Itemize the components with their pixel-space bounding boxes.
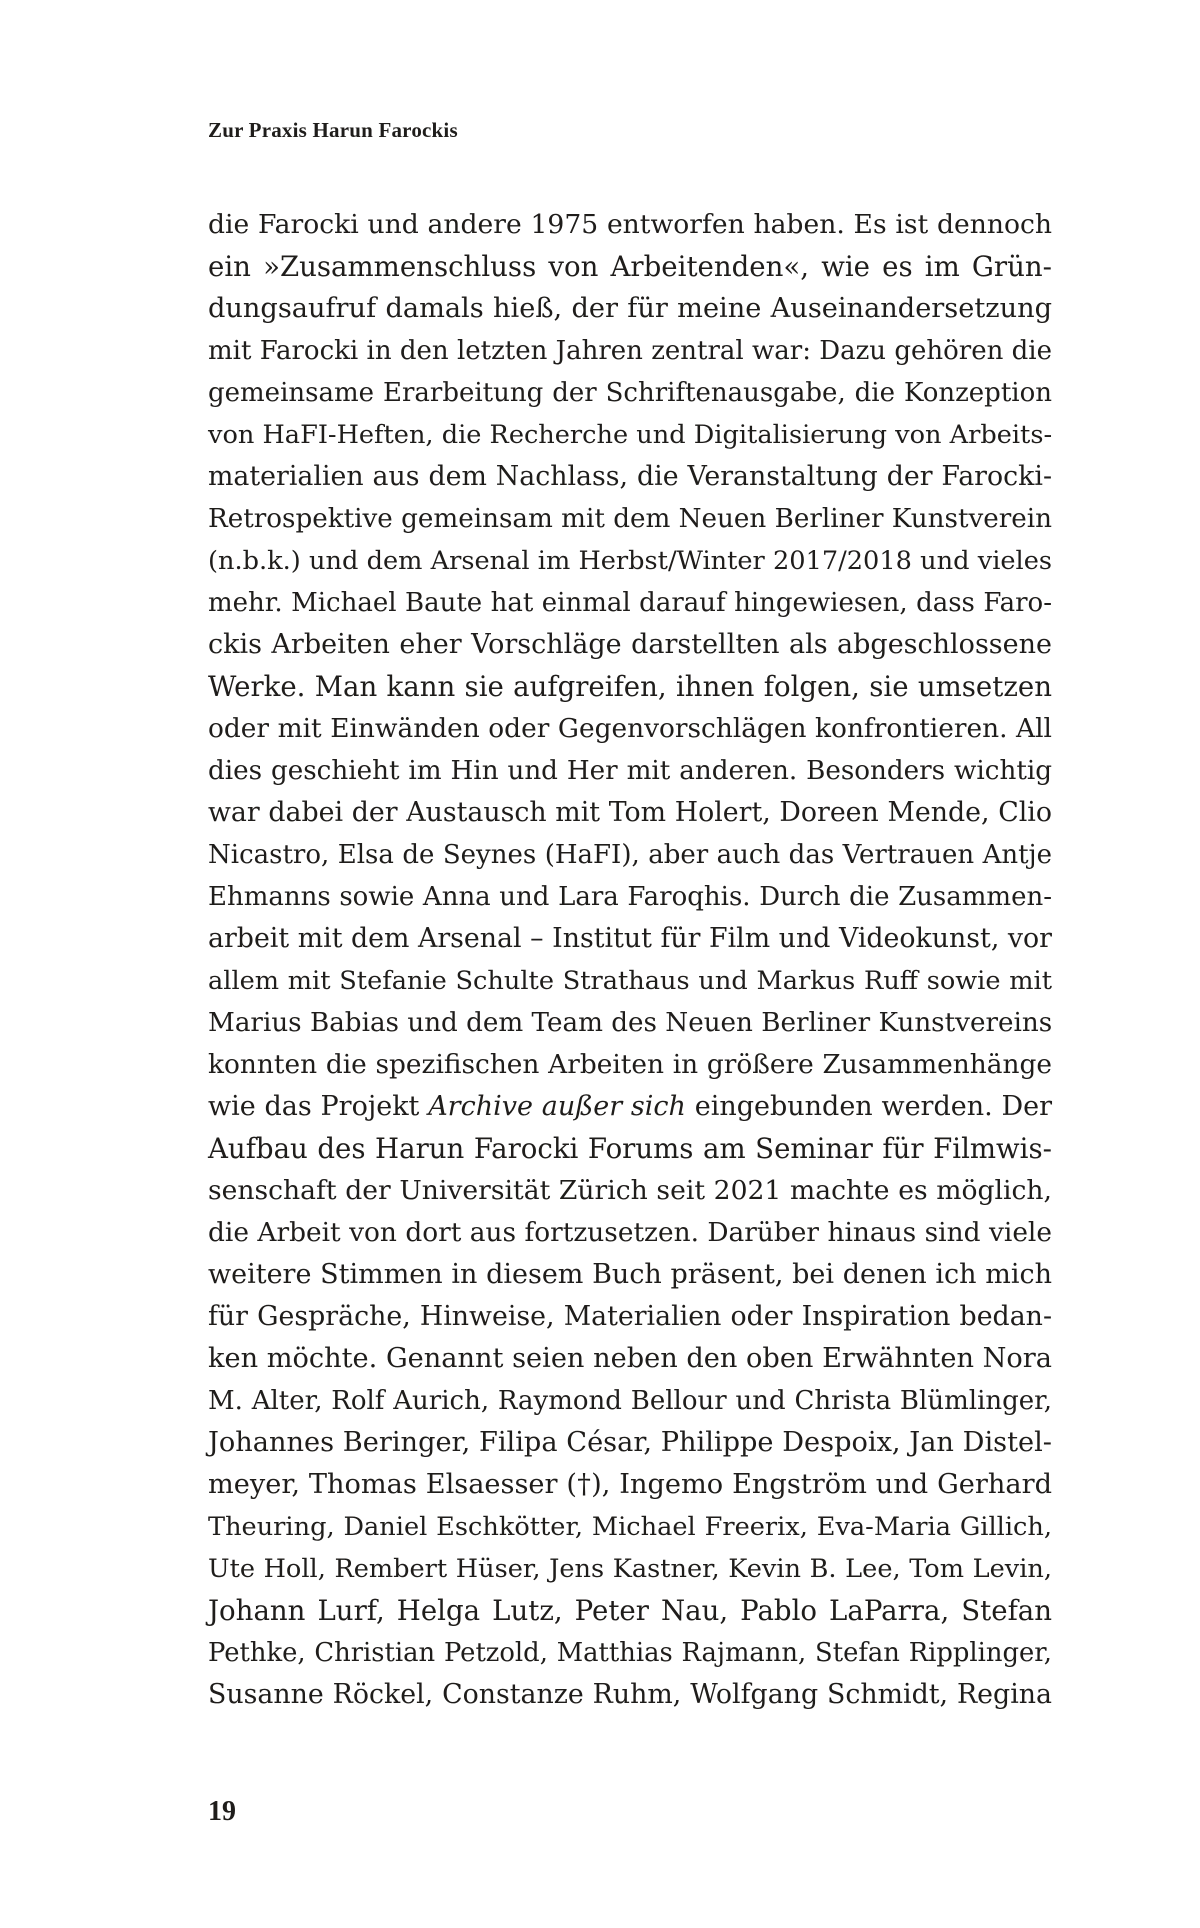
text-run: Werke. Man kann sie aufgreifen, ihnen folgen, sie umsetzen: [208, 670, 1052, 703]
text-line: [208, 918, 1052, 960]
text-line: [208, 1506, 1052, 1548]
text-run: Ute Holl, Rembert Hüser, Jens Kastner, Kevin B. Lee, Tom Levin,: [208, 1554, 1052, 1584]
text-run: Nicastro, Elsa de Seynes (HaFI), aber auch das Vertrauen Antje: [208, 840, 1052, 870]
text-line: [208, 1296, 1052, 1338]
text-run: Ehmanns sowie Anna und Lara Faroqhis. Durch die Zusammen-: [208, 882, 1052, 912]
text-line: [208, 1212, 1052, 1254]
text-run: senschaft der Universität Zürich seit 2021 machte es möglich,: [208, 1175, 1052, 1206]
text-line: [208, 1128, 1052, 1170]
text-run: (n.b.k.) und dem Arsenal im Herbst/Winter 2017/2018 und vieles: [208, 546, 1052, 576]
text-run: materialien aus dem Nachlass, die Veranstaltung der Farocki-: [208, 461, 1052, 492]
text-line: [208, 456, 1052, 498]
text-line: [208, 1086, 1052, 1128]
text-run: allem mit Stefanie Schulte Strathaus und Markus Ruff sowie mit: [208, 966, 1052, 996]
text-line: [208, 750, 1052, 792]
text-run: konnten die spezifischen Arbeiten in größere Zusammenhänge: [208, 1049, 1052, 1080]
text-run: eingebunden werden. Der: [685, 1091, 1053, 1122]
text-line: [208, 624, 1052, 666]
text-run: ein »Zusammenschluss von Arbeitenden«, wie es im Grün-: [208, 250, 1052, 283]
text-run: arbeit mit dem Arsenal – Institut für Film und Videokunst, vor: [208, 923, 1052, 954]
text-line: [208, 666, 1052, 708]
text-line: [208, 582, 1052, 624]
text-line: [208, 960, 1052, 1002]
text-line: [208, 834, 1052, 876]
text-run: Johannes Beringer, Filipa César, Philippe Despoix, Jan Distel-: [208, 1427, 1052, 1458]
text-run: Theuring, Daniel Eschkötter, Michael Freerix, Eva-Maria Gillich,: [208, 1512, 1052, 1542]
text-run: Aufbau des Harun Farocki Forums am Seminar für Filmwis-: [208, 1132, 1052, 1165]
text-run: mehr. Michael Baute hat einmal darauf hingewiesen, dass Faro-: [208, 588, 1052, 618]
text-line: [208, 414, 1052, 456]
text-run: dungsaufruf damals hieß, der für meine Auseinandersetzung: [208, 293, 1052, 324]
running-head: Zur Praxis Harun Farockis: [208, 118, 458, 142]
text-line: [208, 1380, 1052, 1422]
italic-title: Archive außer sich: [428, 1091, 686, 1122]
text-run: ken möchte. Genannt seien neben den oben Erwähnten Nora: [208, 1343, 1052, 1374]
text-run: ckis Arbeiten eher Vorschläge darstellten als abgeschlossene: [208, 629, 1052, 660]
text-run: mit Farocki in den letzten Jahren zentral war: Dazu gehören die: [208, 336, 1052, 366]
text-line: [208, 1422, 1052, 1464]
text-line: [208, 792, 1052, 834]
text-line: [208, 1548, 1052, 1590]
text-run: für Gespräche, Hinweise, Materialien oder Inspiration bedan-: [208, 1301, 1052, 1332]
text-line: [208, 246, 1052, 288]
text-line: [208, 540, 1052, 582]
body-text: [208, 204, 1052, 1716]
text-line: [208, 288, 1052, 330]
text-line: [208, 330, 1052, 372]
text-line: [208, 876, 1052, 918]
text-line: [208, 204, 1052, 246]
text-run: von HaFI-Heften, die Recherche und Digitalisierung von Arbeits-: [208, 420, 1053, 450]
text-run: die Arbeit von dort aus fortzusetzen. Darüber hinaus sind viele: [208, 1217, 1052, 1248]
text-run: Johann Lurf, Helga Lutz, Peter Nau, Pablo LaParra, Stefan: [208, 1594, 1052, 1627]
text-run: dies geschieht im Hin und Her mit anderen. Besonders wichtig: [208, 756, 1052, 786]
text-run: wie das Projekt: [208, 1091, 429, 1122]
text-line: [208, 498, 1052, 540]
text-line: [208, 1254, 1052, 1296]
text-run: die Farocki und andere 1975 entworfen haben. Es ist dennoch: [208, 209, 1052, 240]
text-run: gemeinsame Erarbeitung der Schriftenausgabe, die Konzeption: [208, 378, 1052, 408]
text-run: Pethke, Christian Petzold, Matthias Rajmann, Stefan Ripplinger,: [208, 1638, 1052, 1668]
text-run: Retrospektive gemeinsam mit dem Neuen Berliner Kunstverein: [208, 504, 1053, 534]
text-line: [208, 1590, 1052, 1632]
text-run: war dabei der Austausch mit Tom Holert, Doreen Mende, Clio: [208, 797, 1052, 828]
text-line: [208, 1170, 1052, 1212]
text-line: [208, 1002, 1052, 1044]
text-line: [208, 372, 1052, 414]
text-run: Marius Babias und dem Team des Neuen Berliner Kunstvereins: [208, 1008, 1053, 1038]
text-line: [208, 1044, 1052, 1086]
text-line: [208, 1338, 1052, 1380]
text-run: weitere Stimmen in diesem Buch präsent, bei denen ich mich: [208, 1259, 1052, 1290]
text-line: [208, 1674, 1052, 1716]
text-line: [208, 1464, 1052, 1506]
text-run: oder mit Einwänden oder Gegenvorschlägen konfrontieren. All: [208, 713, 1052, 744]
text-run: meyer, Thomas Elsaesser (†), Ingemo Engström und Gerhard: [208, 1469, 1052, 1500]
page-number: 19: [208, 1796, 236, 1827]
text-run: M. Alter, Rolf Aurich, Raymond Bellour und Christa Blümlinger,: [208, 1386, 1052, 1416]
text-line: [208, 1632, 1052, 1674]
text-line: [208, 708, 1052, 750]
text-run: Susanne Röckel, Constanze Ruhm, Wolfgang Schmidt, Regina: [208, 1679, 1052, 1710]
